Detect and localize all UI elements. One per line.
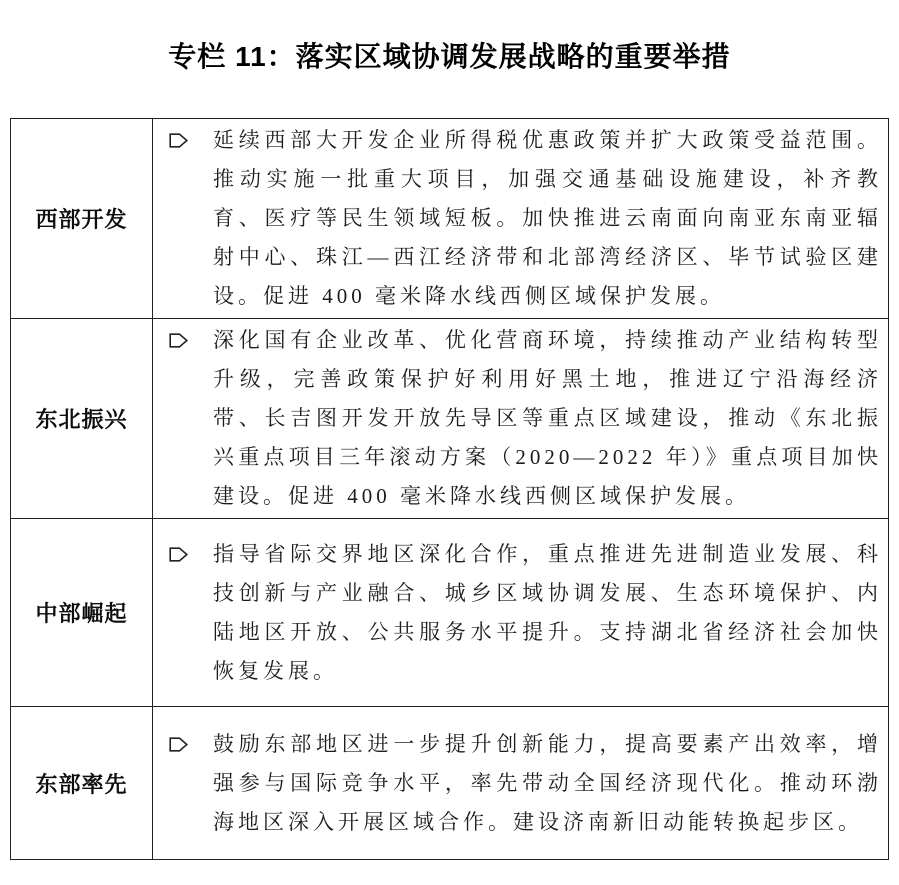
row-text: 深化国有企业改革、优化营商环境，持续推动产业结构转型升级，完善政策保护好利用好黑土地，推进辽宁沿海经济带、长吉图开发开放先导区等重点区域建设，推动《东北振兴重点项目三年滚动方案（2020—2022 年）》重点项目加快建设。促进 400 毫米降水线西侧区域保护发展。	[213, 328, 882, 508]
table-row	[11, 519, 889, 707]
row-content	[153, 119, 889, 319]
table-row	[11, 707, 889, 860]
row-label-zhongbu: 中部崛起	[11, 519, 153, 707]
row-label-dongbu: 东部率先	[11, 707, 153, 860]
row-label-dongbei: 东北振兴	[11, 319, 153, 519]
row-content	[153, 707, 889, 860]
arrow-bullet-icon	[169, 333, 188, 348]
arrow-bullet-icon	[169, 737, 188, 752]
row-label-xibu: 西部开发	[11, 119, 153, 319]
arrow-bullet-icon	[169, 133, 188, 148]
page-title: 专栏 11：落实区域协调发展战略的重要举措	[168, 41, 731, 72]
row-content	[153, 519, 889, 707]
row-text: 指导省际交界地区深化合作，重点推进先进制造业发展、科技创新与产业融合、城乡区域协调发展、生态环境保护、内陆地区开放、公共服务水平提升。支持湖北省经济社会加快恢复发展。	[213, 541, 882, 683]
table-row	[11, 319, 889, 519]
row-content	[153, 319, 889, 519]
row-text: 鼓励东部地区进一步提升创新能力，提高要素产出效率，增强参与国际竞争水平，率先带动全国经济现代化。推动环渤海地区深入开展区域合作。建设济南新旧动能转换起步区。	[213, 731, 882, 834]
measures-table	[10, 118, 889, 860]
table-row	[11, 119, 889, 319]
row-text: 延续西部大开发企业所得税优惠政策并扩大政策受益范围。推动实施一批重大项目，加强交通基础设施建设，补齐教育、医疗等民生领域短板。加快推进云南面向南亚东南亚辐射中心、珠江—西江经济带和北部湾经济区、毕节试验区建设。促进 400 毫米降水线西侧区域保护发展。	[213, 128, 882, 308]
arrow-bullet-icon	[169, 547, 188, 562]
